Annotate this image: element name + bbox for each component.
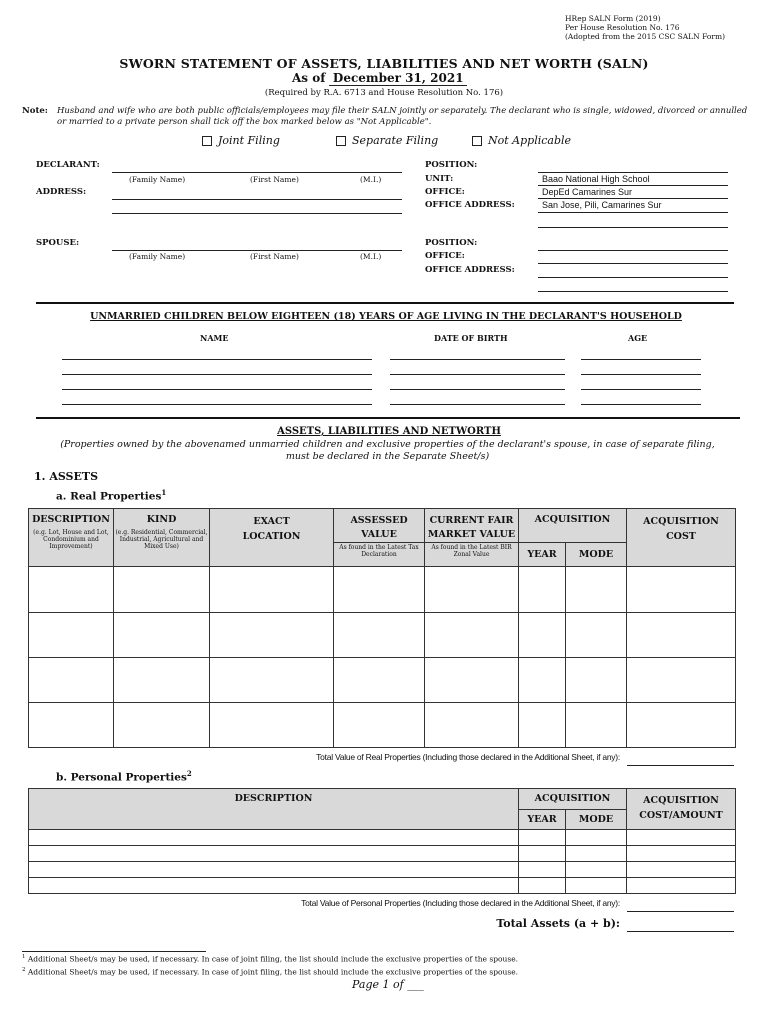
personal-total-label: Total Value of Personal Properties (Including those declared in the Additional Sheet, if any): [301,898,620,908]
real-col-acq-cost [627,509,736,567]
personal-total-field[interactable] [627,911,734,912]
child-name-field[interactable] [62,404,372,405]
office-address-field-line [538,212,728,213]
declarant-label: DECLARANT: [36,160,100,170]
table-cell[interactable] [29,878,519,894]
table-cell[interactable] [114,613,210,658]
table-cell[interactable] [566,613,627,658]
table-row [29,878,736,894]
table-cell[interactable] [627,878,736,894]
table-cell[interactable] [519,567,566,613]
personal-properties-label: b. Personal Properties [56,771,187,784]
personal-col-acquisition: ACQUISITION [519,789,627,810]
declarant-name-field[interactable] [112,172,402,173]
not-applicable-checkbox[interactable] [472,136,482,146]
form-ref-line: Per House Resolution No. 176 [565,23,680,32]
child-dob-field[interactable] [390,404,565,405]
real-col-description-sub: (e.g. Lot, House and Lot, Condominium and Improvement) [33,529,109,550]
child-age-field[interactable] [581,404,701,405]
real-col-exact-label: EXACT [253,516,290,527]
table-cell[interactable] [334,658,425,703]
children-col-name: NAME [200,333,229,343]
mi-caption: (M.I.) [360,175,382,184]
position-field[interactable] [538,172,728,173]
table-cell[interactable] [627,703,736,748]
table-cell[interactable] [29,703,114,748]
table-cell[interactable] [519,830,566,846]
table-cell[interactable] [519,658,566,703]
table-cell[interactable] [114,658,210,703]
total-assets-field[interactable] [627,931,734,932]
real-col-year: YEAR [519,543,566,567]
table-cell[interactable] [566,567,627,613]
table-cell[interactable] [519,703,566,748]
table-cell[interactable] [29,567,114,613]
table-cell[interactable] [519,613,566,658]
real-col-value-label: VALUE [361,529,397,540]
note-label: Note: [22,106,48,116]
personal-col-description: DESCRIPTION [29,789,519,830]
real-col-cfmv-label-2: MARKET VALUE [427,529,516,540]
table-cell[interactable] [566,846,627,862]
spouse-position-label: POSITION: [425,238,478,248]
position-label: POSITION: [425,160,478,170]
real-col-assessed-sub [334,543,425,567]
form-reference [565,14,725,41]
family-name-caption: (Family Name) [129,175,186,184]
address-label: ADDRESS: [36,187,87,197]
table-cell[interactable] [29,846,519,862]
personal-col-acq-cost [627,789,736,830]
table-cell[interactable] [627,846,736,862]
real-col-description-label: DESCRIPTION [32,514,110,525]
real-col-assessed [334,509,425,543]
table-row [29,862,736,878]
unit-value[interactable]: Baao National High School [542,174,650,184]
table-cell[interactable] [334,567,425,613]
real-col-cfmv-sub [425,543,519,567]
required-by: (Required by R.A. 6713 and House Resolution No. 176) [264,88,504,98]
not-applicable-option[interactable] [472,134,571,147]
real-col-description [29,509,114,567]
table-cell[interactable] [519,862,566,878]
footnote-ref: 2 [186,769,192,778]
real-col-location-label: LOCATION [242,531,301,542]
spouse-mi-caption: (M.I.) [360,252,382,261]
form-ref-line: (Adopted from the 2015 CSC SALN Form) [565,32,726,41]
table-cell[interactable] [29,862,519,878]
table-cell[interactable] [114,567,210,613]
table-cell[interactable] [425,658,519,703]
table-cell[interactable] [627,862,736,878]
table-cell[interactable] [425,703,519,748]
child-dob-field[interactable] [390,389,565,390]
table-cell[interactable] [210,567,334,613]
table-cell[interactable] [566,878,627,894]
table-row [29,846,736,862]
table-cell[interactable] [627,613,736,658]
real-total-label: Total Value of Real Properties (Including those declared in the Additional Sheet, if any): [316,752,620,762]
personal-col-mode: MODE [566,810,627,830]
spouse-first-name-caption: (First Name) [250,252,299,261]
table-cell[interactable] [519,878,566,894]
spouse-office-address-label: OFFICE ADDRESS: [425,265,515,275]
real-col-kind-sub: (e.g. Residential, Commercial, Industrial, Agricultural and Mixed Use) [115,529,208,550]
personal-col-acq-cost-label-1: ACQUISITION [643,795,719,806]
real-properties-heading [56,488,166,503]
table-cell[interactable] [566,862,627,878]
page-number: Page 1 of ___ [352,978,424,991]
table-row [29,830,736,846]
table-cell[interactable] [334,703,425,748]
total-assets-label: Total Assets (a + b): [496,917,620,930]
first-name-caption: (First Name) [250,175,299,184]
real-col-acq-cost-label-2: COST [666,531,696,542]
spouse-office-label: OFFICE: [425,251,465,261]
separate-filing-label: Separate Filing [352,134,439,147]
table-cell[interactable] [29,830,519,846]
table-cell[interactable] [519,846,566,862]
child-name-field[interactable] [62,374,372,375]
table-cell[interactable] [425,567,519,613]
spouse-family-name-caption: (Family Name) [129,252,186,261]
table-cell[interactable] [334,613,425,658]
spouse-office-field[interactable] [538,263,728,264]
real-col-location [210,509,334,567]
child-age-field[interactable] [581,359,701,360]
child-age-field[interactable] [581,389,701,390]
real-total-field[interactable] [627,765,734,766]
section-divider [36,302,734,304]
real-col-kind-label: KIND [146,514,177,525]
real-col-cfmv-label-1: CURRENT FAIR [429,515,514,526]
real-col-cfmv [425,509,519,543]
table-cell[interactable] [210,703,334,748]
real-properties-table [28,508,736,748]
table-cell[interactable] [627,567,736,613]
as-of-label: As of [292,71,326,85]
real-col-kind [114,509,210,567]
joint-filing-label: Joint Filing [218,134,280,147]
note-text: Husband and wife who are both public officials/employees may file their SALN jointly or separately. The declarant who is single, widowed, divorced or annulled or married to a private person shall tick off the box marked below as "Not Applicable". [57,106,748,127]
address-field-2[interactable] [112,213,402,214]
table-cell[interactable] [210,658,334,703]
separate-filing-option[interactable] [336,134,438,147]
spouse-label: SPOUSE: [36,238,80,248]
not-applicable-label: Not Applicable [488,134,572,147]
child-dob-field[interactable] [390,374,565,375]
personal-properties-table [28,788,736,894]
footnote-separator [22,951,206,952]
spouse-office-address-field-2[interactable] [538,291,728,292]
real-col-assessed-sub-text: As found in the Latest Tax Declaration [339,544,419,558]
children-col-dob: DATE OF BIRTH [434,333,508,343]
child-name-field[interactable] [62,389,372,390]
table-cell[interactable] [627,658,736,703]
children-title: UNMARRIED CHILDREN BELOW EIGHTEEN (18) YEARS OF AGE LIVING IN THE DECLARANT'S HOUSEHOLD [90,311,682,322]
joint-filing-option[interactable] [202,134,280,147]
section-divider [36,417,740,419]
table-cell[interactable] [29,658,114,703]
real-col-cfmv-sub-text: As found in the Latest BIR Zonal Value [431,544,512,558]
unit-field-line [538,185,728,186]
table-row [29,658,736,703]
aln-title: ASSETS, LIABILITIES AND NETWORTH [277,426,501,437]
spouse-office-address-field[interactable] [538,277,728,278]
table-cell[interactable] [566,703,627,748]
office-field-line [538,198,728,199]
page-title: SWORN STATEMENT OF ASSETS, LIABILITIES AND NET WORTH (SALN) [119,56,649,71]
real-col-acq-cost-label-1: ACQUISITION [643,516,719,527]
personal-col-acq-cost-label-2: COST/AMOUNT [639,810,723,821]
child-age-field[interactable] [581,374,701,375]
address-field-1[interactable] [112,199,402,200]
table-row [29,703,736,748]
table-row [29,613,736,658]
personal-col-year: YEAR [519,810,566,830]
table-cell[interactable] [29,613,114,658]
office-address-field-line-2[interactable] [538,227,728,228]
spouse-name-field[interactable] [112,250,402,251]
assets-heading: 1. ASSETS [34,470,99,483]
as-of-date[interactable]: December 31, 2021 [329,71,467,86]
spouse-position-field[interactable] [538,250,728,251]
table-cell[interactable] [566,830,627,846]
table-row [29,567,736,613]
footnote [22,954,518,964]
personal-properties-heading [56,769,192,784]
office-value[interactable]: DepEd Camarines Sur [542,187,633,197]
child-dob-field[interactable] [390,359,565,360]
office-address-label: OFFICE ADDRESS: [425,200,515,210]
office-label: OFFICE: [425,187,465,197]
table-cell[interactable] [210,613,334,658]
separate-filing-checkbox[interactable] [336,136,346,146]
table-cell[interactable] [566,658,627,703]
footnote-text: Additional Sheet/s may be used, if necessary. In case of joint filing, the list should include the exclusive properties of the spouse. [27,967,519,977]
real-col-assessed-label: ASSESSED [350,515,408,526]
footnote-number: 1 [22,954,26,960]
as-of-row [292,71,467,86]
footnote-ref: 1 [161,488,167,497]
footnote-text: Additional Sheet/s may be used, if necessary. In case of joint filing, the list should include the exclusive properties of the spouse. [27,954,519,964]
joint-filing-checkbox[interactable] [202,136,212,146]
table-cell[interactable] [425,613,519,658]
unit-label: UNIT: [425,174,454,184]
real-col-acquisition: ACQUISITION [519,509,627,543]
footnote [22,967,518,977]
office-address-value[interactable]: San Jose, Pili, Camarines Sur [542,200,662,210]
footnote-number: 2 [22,967,26,973]
real-properties-label: a. Real Properties [56,490,162,503]
table-cell[interactable] [627,830,736,846]
child-name-field[interactable] [62,359,372,360]
aln-subtitle: (Properties owned by the abovenamed unmarried children and exclusive properties of the declarant's spouse, in case of separate filing, must be declared in the Separate Sheet/s) [60,439,715,462]
real-col-mode: MODE [566,543,627,567]
table-cell[interactable] [114,703,210,748]
children-col-age: AGE [628,333,648,343]
form-ref-line: HRep SALN Form (2019) [565,14,661,23]
